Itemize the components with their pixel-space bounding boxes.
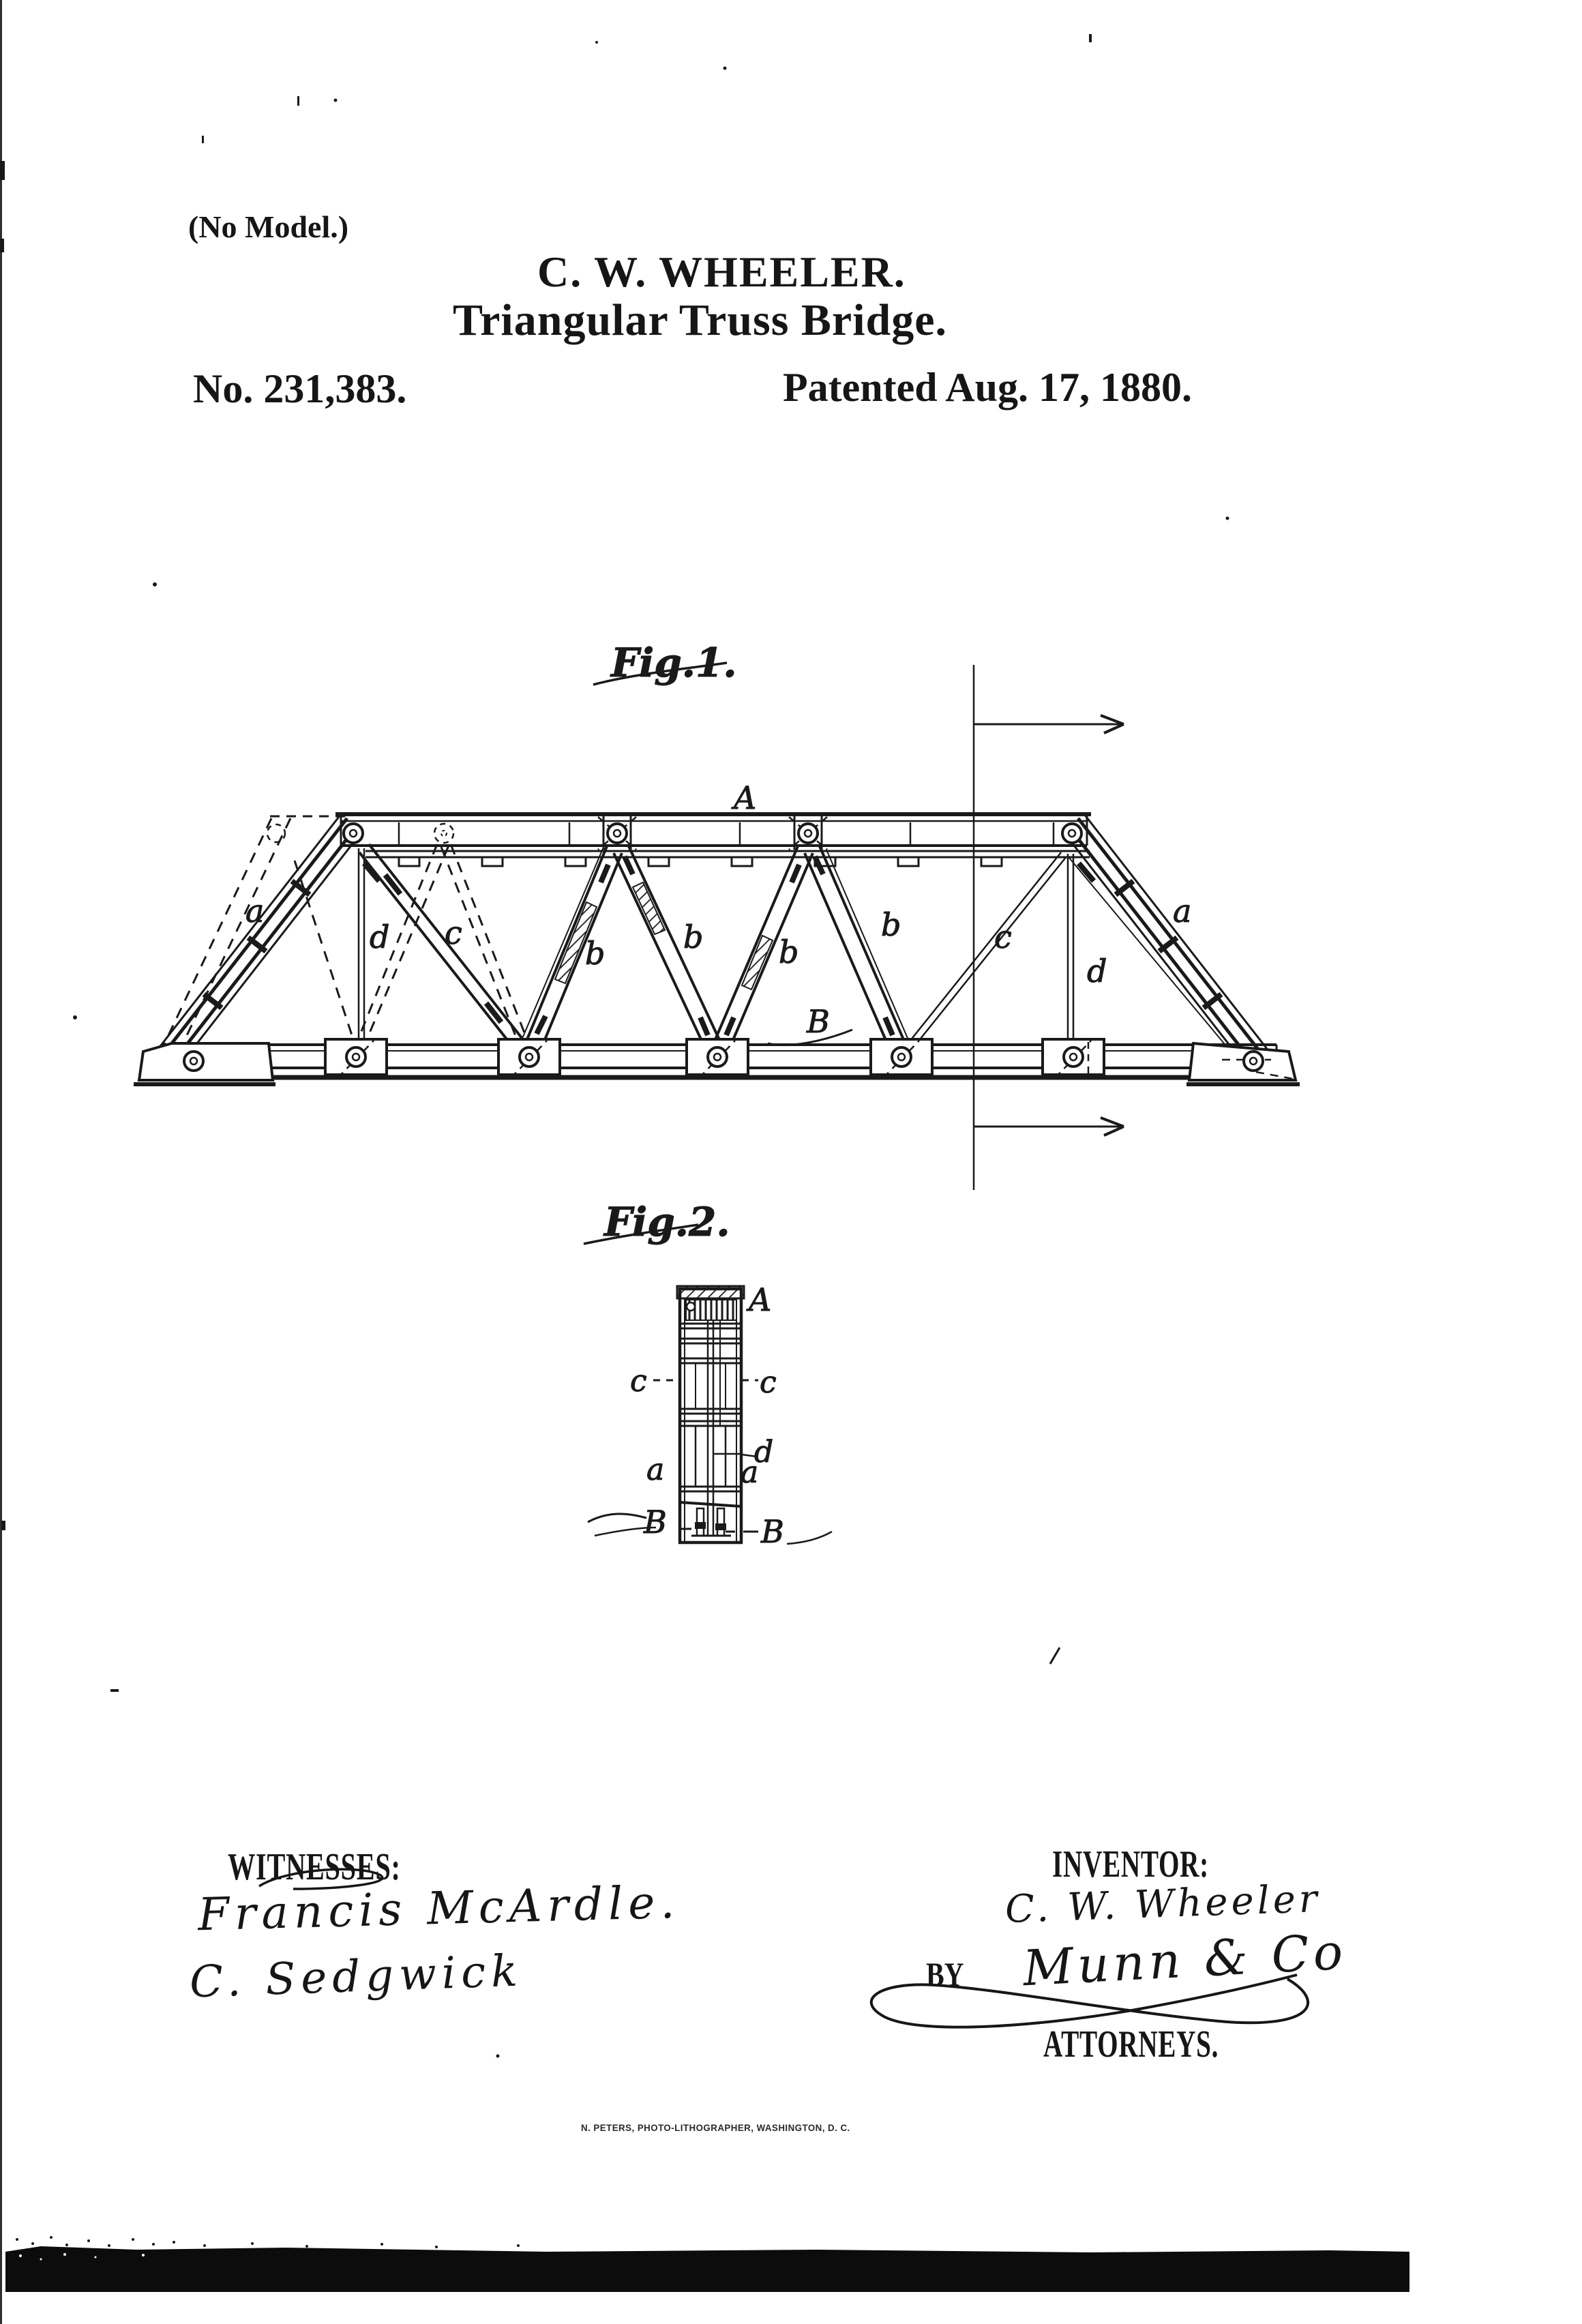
fig1-labels bbox=[245, 779, 1191, 1045]
lithographer-imprint: N. PETERS, PHOTO-LITHOGRAPHER, WASHINGTON, D. C. bbox=[581, 2122, 850, 2133]
fig1-label-b1: b bbox=[585, 935, 606, 972]
fig1-diagonal-c-right bbox=[907, 852, 1066, 1049]
fig1-label-A: A bbox=[734, 779, 757, 816]
attorneys-heading: ATTORNEYS. bbox=[1043, 2023, 1219, 2066]
fig2-label-c-left: c bbox=[630, 1364, 647, 1399]
fig1-vertical-ties bbox=[359, 848, 1073, 1042]
fig1-label-d-left: d bbox=[370, 919, 390, 955]
patent-date: Patented Aug. 17, 1880. bbox=[783, 365, 1192, 410]
fig2-label-B-right: B bbox=[761, 1513, 784, 1550]
fig2-label-B-left: B bbox=[644, 1504, 667, 1540]
fig1-label-a-left: a bbox=[245, 893, 265, 929]
fig1-label-b3: b bbox=[779, 934, 799, 970]
fig1-label-a-right: a bbox=[1173, 893, 1192, 929]
fig1-label-B: B bbox=[807, 1003, 830, 1040]
fig1-label-c-right: c bbox=[994, 919, 1012, 955]
fig1-truss-drawing bbox=[134, 640, 1300, 1190]
fig2-label-A: A bbox=[749, 1281, 772, 1318]
fig2-leader-lines bbox=[588, 1380, 832, 1544]
inventor-heading: INVENTOR: bbox=[1052, 1843, 1209, 1886]
fig1-caption: Fig.1. bbox=[611, 640, 737, 686]
fig1-top-chord bbox=[335, 814, 1091, 866]
fig2-caption: Fig.2. bbox=[604, 1199, 730, 1245]
by-label: BY bbox=[926, 1955, 964, 1993]
invention-title: Triangular Truss Bridge. bbox=[453, 295, 948, 345]
witness1-signature: Francis McArdle. bbox=[197, 1875, 681, 1941]
fig2-section-drawing bbox=[584, 1199, 832, 1550]
fig2-caption-group bbox=[584, 1199, 730, 1245]
scan-slash-mark bbox=[1050, 1648, 1060, 1664]
fig1-pins bbox=[184, 824, 1263, 1071]
bottom-bar-dust bbox=[16, 2236, 520, 2248]
fig1-left-end-post bbox=[158, 814, 363, 1065]
fig2-label-d: d bbox=[754, 1435, 774, 1470]
fig1-label-b4: b bbox=[881, 906, 901, 943]
fig2-label-a-right: a bbox=[741, 1455, 759, 1490]
witnesses-heading: WITNESSES: bbox=[228, 1846, 401, 1888]
applicant-name: C. W. WHEELER. bbox=[537, 248, 906, 296]
inventor-signature: C. W. Wheeler bbox=[1004, 1876, 1322, 1933]
fig1-right-end-post bbox=[1062, 814, 1267, 1065]
attorney-signature: Munn & Co bbox=[1021, 1922, 1349, 1997]
bottom-registration-bar bbox=[5, 2246, 1409, 2292]
patent-number: No. 231,383. bbox=[193, 366, 407, 411]
fig1-label-d-right: d bbox=[1087, 953, 1107, 989]
fig1-label-c-left: c bbox=[445, 914, 462, 951]
fig1-label-b2: b bbox=[683, 919, 704, 955]
fig2-label-a-left: a bbox=[646, 1452, 665, 1487]
fig1-caption-group bbox=[593, 640, 737, 686]
no-model-note: (No Model.) bbox=[188, 209, 349, 244]
fig2-label-c-right: c bbox=[760, 1365, 777, 1400]
witness2-signature: C. Sedgwick bbox=[188, 1946, 524, 2008]
